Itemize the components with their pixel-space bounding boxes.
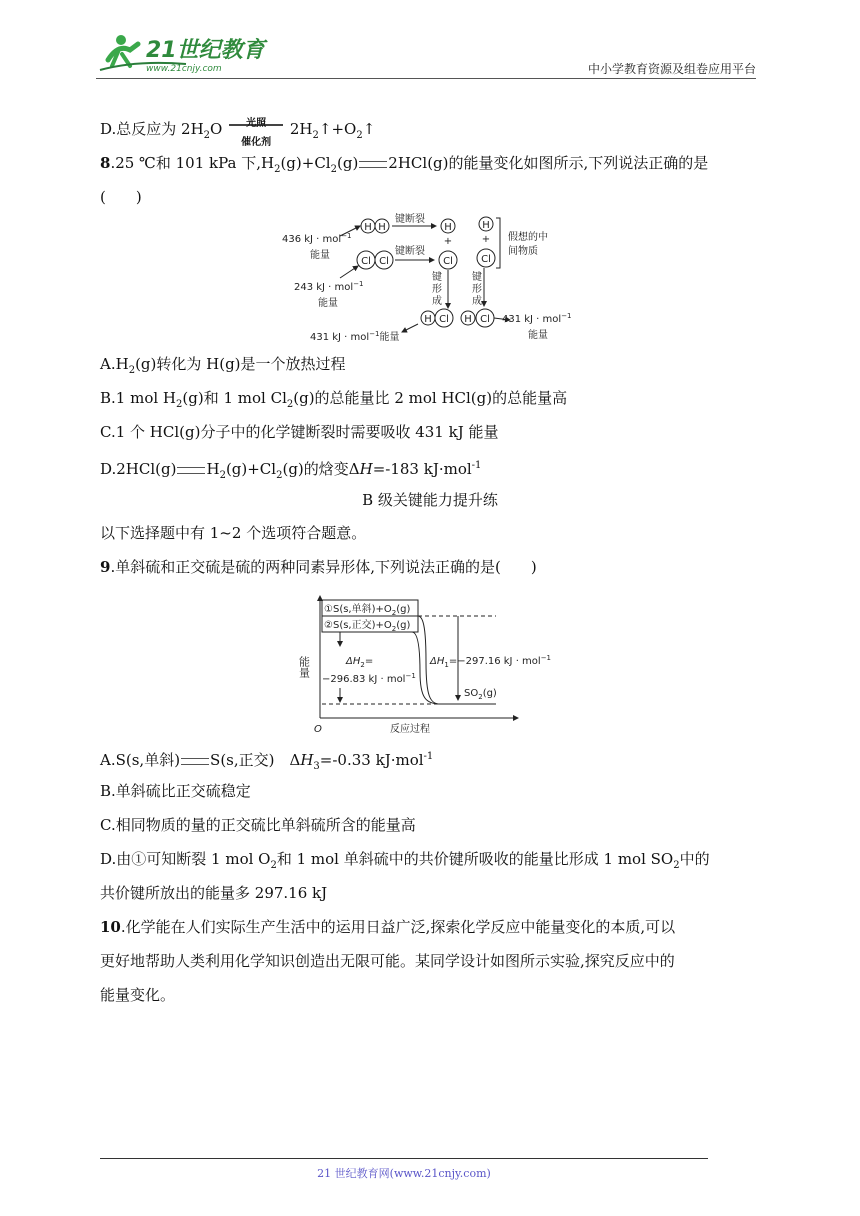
svg-text:Cl: Cl (481, 254, 491, 265)
logo-url: www.21cnjy.com (146, 64, 222, 74)
svg-text:H: H (444, 222, 452, 233)
footer-text: 21 世纪教育网(www.21cnjy.com) (317, 1167, 491, 1180)
svg-text:H: H (378, 222, 386, 233)
q9-option-a: A.S(s,单斜) S(s,正交) $\Delta H_3=-0.33$ kJ·mol$^{-1}$ (100, 751, 434, 772)
footer-divider (100, 1158, 708, 1159)
svg-text:H: H (464, 314, 472, 325)
instruction-text: 以下选择题中有 1~2 个选项符合题意。 (100, 524, 367, 542)
svg-text:形: 形 (432, 284, 442, 295)
q9-option-b: B.单斜硫比正交硫稳定 (100, 782, 251, 800)
svg-text:Cl: Cl (480, 314, 490, 325)
q8-paren: ( ) (100, 188, 142, 206)
q8-stem: 8.25 ℃和 101 kPa 下$,H_2(g)+Cl_2(g)$ 2HCl(g)的能量变化如图所示,下列说法正确的是 (100, 154, 709, 175)
label-431-left: 431 kJ · mol$^{-1}$能量 (310, 330, 400, 343)
q9-option-d-line1: D.由①可知断裂 1 mol $O_2$和 1 mol 单斜硫中的共价键所吸收的能量比形成 1 mol $SO_2$中的 (100, 850, 710, 871)
q9-option-d-line2: 共价键所放出的能量多 297.16 kJ (100, 884, 328, 902)
label-energy-1: 能量 (310, 250, 330, 261)
q9-energy-diagram (297, 592, 560, 735)
label-energy-4: 能量 (528, 330, 548, 341)
label-bond-break-1: 键断裂 (395, 214, 425, 225)
label-dh1: $\Delta H_1=-297.16$ kJ · mol$^{-1}$ (430, 654, 552, 669)
svg-text:键: 键 (432, 272, 442, 283)
q7-option-d: D.总反应为 $2H_2O$ 光照 催化剂 $2H_2↑+O_2↑$ (100, 118, 376, 148)
svg-text:+: + (481, 234, 491, 245)
label-431-right: 431 kJ · mol$^{-1}$ (502, 312, 572, 325)
label-hypothetical-2: 间物质 (508, 246, 538, 257)
label-bond-break-2: 键断裂 (395, 246, 425, 257)
x-axis-label: 反应过程 (390, 724, 430, 735)
svg-text:Cl: Cl (361, 256, 371, 267)
origin-label: O (314, 724, 322, 735)
svg-text:H: H (482, 220, 490, 231)
q8-energy-diagram (280, 212, 590, 348)
label-243: 243 kJ · mol$^{-1}$ (294, 280, 364, 293)
svg-text:成: 成 (472, 296, 482, 307)
svg-text:H: H (424, 314, 432, 325)
q8-option-c: C.1 个 HCl(g)分子中的化学键断裂时需要吸收 431 kJ 能量 (100, 423, 499, 441)
label-436: 436 kJ · mol$^{-1}$ (282, 232, 352, 245)
q8-option-d: D.2HCl(g) $H_2(g)+Cl_2(g)$的焓变ΔH=-183 kJ·mol$^{-1}$ (100, 460, 482, 481)
svg-text:键: 键 (472, 272, 482, 283)
q10-line2: 更好地帮助人类利用化学知识创造出无限可能。某同学设计如图所示实验,探究反应中的 (100, 952, 675, 970)
section-b-heading: B 级关键能力提升练 (362, 491, 498, 509)
svg-text:成: 成 (432, 296, 442, 307)
logo-text: 21世纪教育 (146, 38, 265, 63)
label-so2: $SO_2(g)$ (464, 688, 497, 701)
y-axis-label: 能量 (297, 656, 311, 678)
q10-line3: 能量变化。 (100, 986, 176, 1004)
q10-line1: 10.化学能在人们实际生产生活中的运用日益广泛,探索化学反应中能量变化的本质,可以 (100, 918, 676, 936)
label-orthorhombic: ②S(s,正交)$+O_2(g)$ (324, 620, 411, 633)
svg-text:Cl: Cl (443, 256, 453, 267)
label-monoclinic: ①S(s,单斜)$+O_2(g)$ (324, 604, 411, 617)
q9-stem: 9.单斜硫和正交硫是硫的两种同素异形体,下列说法正确的是( ) (100, 558, 537, 576)
svg-text:Cl: Cl (439, 314, 449, 325)
label-energy-2: 能量 (318, 298, 338, 309)
svg-text:Cl: Cl (379, 256, 389, 267)
label-dh2-value: −296.83 kJ · mol$^{-1}$ (322, 672, 416, 685)
q8-option-b: B.1 mol $H_2(g)$和 1 mol $Cl_2(g)$的总能量比 2 mol HCl(g)的总能量高 (100, 389, 568, 410)
q8-option-a: $A.H_2(g)$转化为 H(g)是一个放热过程 (100, 355, 346, 376)
q9-option-c: C.相同物质的量的正交硫比单斜硫所含的能量高 (100, 816, 416, 834)
site-logo (96, 30, 276, 76)
svg-text:形: 形 (472, 284, 482, 295)
header-platform-text: 中小学教育资源及组卷应用平台 (587, 62, 756, 76)
svg-text:H: H (364, 222, 372, 233)
page-header (96, 30, 756, 80)
label-hypothetical-1: 假想的中 (508, 232, 548, 243)
header-divider (96, 78, 756, 79)
label-dh2: $\Delta H_2=$ (346, 656, 374, 669)
svg-text:+: + (443, 236, 453, 247)
